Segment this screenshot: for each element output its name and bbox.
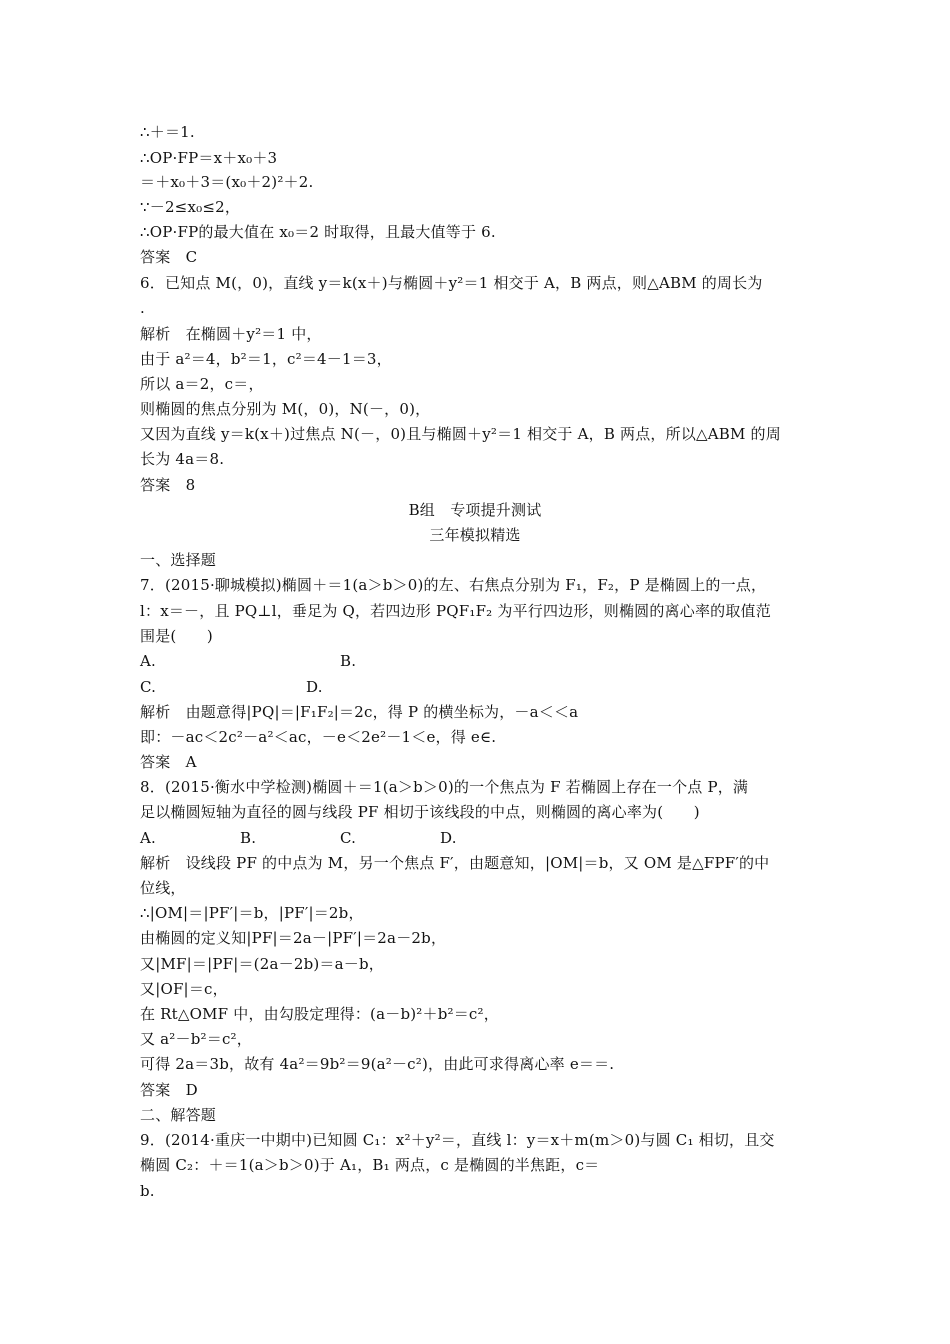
text-line: 解析 设线段 PF 的中点为 M，另一个焦点 F′，由题意知，|OM|＝b，又 OM 是△FPF′的中 [140, 854, 770, 872]
text-line: ∴OP·FP＝x＋x₀＋3 [140, 149, 278, 167]
question-6: 6．已知点 M(，0)，直线 y＝k(x＋)与椭圆＋y²＝1 相交于 A，B 两点，则△ABM 的周长为 [140, 274, 763, 292]
text-line: 即：－ac＜2c²－a²＜ac，－e＜2e²－1＜e，得 e∈. [140, 728, 497, 746]
text-line: b. [140, 1182, 155, 1200]
option-d: D. [306, 678, 323, 696]
option-a: A. [140, 829, 157, 847]
text-line: ∴OP·FP的最大值在 x₀＝2 时取得，且最大值等于 6. [140, 223, 496, 241]
text-line: 长为 4a＝8. [140, 450, 225, 468]
answer-line: 答案 D [140, 1081, 198, 1099]
text-line: 解析 在椭圆＋y²＝1 中， [140, 325, 322, 343]
part-heading: 一、选择题 [140, 551, 217, 569]
text-line: 则椭圆的焦点分别为 M(，0)，N(－，0)， [140, 400, 431, 418]
option-d: D. [440, 829, 457, 847]
option-b: B. [340, 652, 357, 670]
text-line: 在 Rt△OMF 中，由勾股定理得：(a－b)²＋b²＝c²， [140, 1005, 499, 1023]
text-line: 足以椭圆短轴为直径的圆与线段 PF 相切于该线段的中点，则椭圆的离心率为( ) [140, 803, 700, 821]
option-b: B. [240, 829, 257, 847]
option-c: C. [140, 678, 157, 696]
text-line: ＝＋x₀＋3＝(x₀＋2)²＋2. [140, 173, 314, 191]
answer-line: 答案 C [140, 248, 198, 266]
text-line: 可得 2a＝3b，故有 4a²＝9b²＝9(a²－c²)，由此可求得离心率 e＝＝. [140, 1055, 615, 1073]
text-line: 所以 a＝2，c＝， [140, 375, 264, 393]
text-line: ∵－2≤x₀≤2， [140, 198, 241, 216]
text-line: 又 a²－b²＝c²， [140, 1030, 252, 1048]
answer-line: 答案 8 [140, 476, 196, 494]
text-line: 由于 a²＝4，b²＝1，c²＝4－1＝3， [140, 350, 392, 368]
part-heading: 二、解答题 [140, 1106, 217, 1124]
question-7: 7．(2015·聊城模拟)椭圆＋＝1(a＞b＞0)的左、右焦点分别为 F₁，F₂，P 是椭圆上的一点， [140, 576, 767, 594]
text-line: 解析 由题意得|PQ|＝|F₁F₂|＝2c，得 P 的横坐标为，－a＜＜a [140, 703, 579, 721]
text-line: 围是( ) [140, 627, 213, 645]
text-line: ∴|OM|＝|PF′|＝b，|PF′|＝2b， [140, 904, 364, 922]
text-line: 又因为直线 y＝k(x＋)过焦点 N(－，0)且与椭圆＋y²＝1 相交于 A，B 两点，所以△ABM 的周 [140, 425, 781, 443]
text-line: . [140, 299, 145, 317]
text-line: 椭圆 C₂：＋＝1(a＞b＞0)于 A₁，B₁ 两点，c 是椭圆的半焦距，c＝ [140, 1156, 600, 1174]
answer-line: 答案 A [140, 753, 197, 771]
text-line: ∴＋＝1. [140, 123, 195, 141]
option-a: A. [140, 652, 157, 670]
section-heading: B组 专项提升测试 [408, 501, 542, 519]
option-c: C. [340, 829, 357, 847]
text-line: 又|OF|＝c， [140, 980, 228, 998]
text-line: l：x＝－，且 PQ⊥l，垂足为 Q，若四边形 PQF₁F₂ 为平行四边形，则椭圆的离心率的取值范 [140, 602, 771, 620]
text-line: 又|MF|＝|PF|＝(2a－2b)＝a－b， [140, 955, 384, 973]
question-9: 9．(2014·重庆一中期中)已知圆 C₁：x²＋y²＝，直线 l：y＝x＋m(m＞0)与圆 C₁ 相切，且交 [140, 1131, 775, 1149]
text-line: 由椭圆的定义知|PF|＝2a－|PF′|＝2a－2b， [140, 929, 447, 947]
section-subheading: 三年模拟精选 [429, 526, 521, 544]
question-8: 8．(2015·衡水中学检测)椭圆＋＝1(a＞b＞0)的一个焦点为 F 若椭圆上存在一个点 P，满 [140, 778, 749, 796]
text-line: 位线， [140, 879, 186, 897]
